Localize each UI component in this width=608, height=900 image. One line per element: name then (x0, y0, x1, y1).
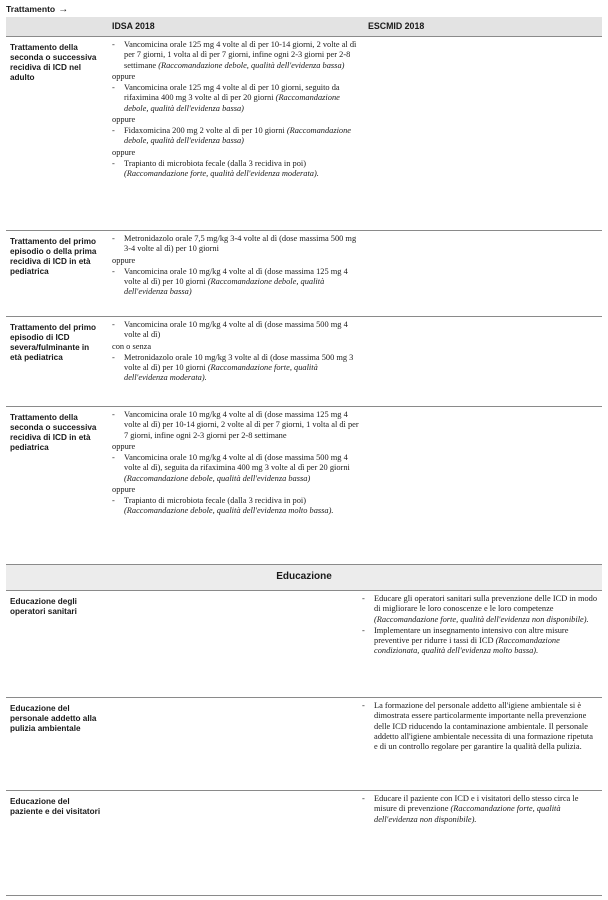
bullet-dash: - (112, 320, 115, 329)
table-row (6, 790, 602, 887)
recommendation-body: La formazione del personale addetto all'igiene ambientale si è dimostrata essere particolarmente importante nella prevenzione delle ICD riducendo la contaminazione ambientale. Il personale addetto all'igiene ambientale necessita di una formazione ripetuta e di un controllo regolare per garantire la qualità della pulizia. (374, 701, 593, 751)
escmid-cell (362, 791, 602, 887)
header-escmid: ESCMID 2018 (368, 21, 425, 32)
recommendation-text (124, 126, 362, 147)
recommendation-text (374, 594, 598, 625)
section-heading (6, 4, 68, 16)
connector-text: oppure (112, 255, 136, 265)
bullet-dash: - (112, 83, 115, 92)
idsa-cell (106, 37, 362, 230)
evidence-note: (Raccomandazione debole, qualità dell'evidenza bassa) (124, 473, 311, 483)
recommendation-item (112, 410, 362, 441)
bullet-dash: - (112, 234, 115, 243)
bullet-dash: - (112, 453, 115, 462)
recommendation-text (124, 496, 362, 517)
recommendation-body: Educare gli operatori sanitari sulla prevenzione delle ICD in modo di migliorare le loro conoscenze e le loro competenze (374, 594, 598, 614)
escmid-cell (362, 591, 602, 697)
bullet-dash: - (112, 126, 115, 135)
recommendation-item (362, 594, 598, 625)
table-row (6, 316, 602, 406)
idsa-cell (106, 591, 362, 697)
recommendation-text (374, 701, 598, 752)
arrow-right-icon: → (58, 4, 69, 15)
row-label: Trattamento del primo episodio di ICD severa/fulminante in età pediatrica (10, 323, 96, 362)
recommendation-text (124, 40, 362, 71)
bullet-dash: - (112, 496, 115, 505)
table-row (6, 591, 602, 697)
recommendation-item (112, 159, 362, 180)
escmid-cell (362, 317, 602, 406)
section-title: Educazione (276, 571, 332, 583)
bullet-dash: - (112, 266, 115, 276)
guidelines-table (6, 17, 602, 896)
table-row (6, 697, 602, 790)
recommendation-body: Vancomicina orale 10 mg/kg 4 volte al dì (dose massima 500 mg 4 volte al dì) (124, 320, 348, 340)
recommendation-item (112, 353, 362, 384)
recommendation-text (124, 410, 362, 441)
recommendation-text (124, 83, 362, 114)
recommendation-text (124, 453, 362, 484)
row-label: Educazione del paziente e dei visitatori (10, 797, 101, 816)
table-row (6, 36, 602, 230)
bullet-dash: - (112, 40, 115, 49)
escmid-cell (362, 698, 602, 790)
connector-text: oppure (112, 484, 136, 494)
evidence-note: (Raccomandazione forte, qualità dell'evidenza non disponibile). (374, 804, 561, 824)
treatment-rows (6, 36, 602, 564)
recommendation-body: Vancomicina orale 10 mg/kg 4 volte al dì (dose massima 125 mg 4 volte al dì) per 10-14 giorni, 2 volte al dì per 7 giorni, 1 volta al dì per 7 giorni, infine ogni 2-3 giorni per 2-8 settimane (124, 410, 359, 440)
idsa-cell (106, 317, 362, 406)
table-row (6, 230, 602, 316)
recommendation-item (362, 701, 598, 752)
bullet-dash: - (362, 794, 365, 803)
idsa-cell (106, 698, 362, 790)
evidence-note: (Raccomandazione debole, qualità dell'evidenza bassa) (124, 277, 325, 297)
recommendation-body: Trapianto di microbiota fecale (dalla 3 recidiva in poi) (124, 496, 307, 505)
recommendation-text (124, 353, 362, 384)
row-label: Trattamento del primo episodio o della prima recidiva di ICD in età pediatrica (10, 237, 97, 276)
recommendation-body: Vancomicina orale 125 mg 4 volte al dì per 10 giorni, seguito da rifaximina 400 mg 3 volte al dì per 20 giorni (124, 83, 340, 103)
recommendation-text (124, 320, 362, 341)
evidence-note: (Raccomandazione condizionata, qualità dell'evidenza molto bassa). (374, 636, 560, 656)
recommendation-text (124, 234, 362, 255)
escmid-cell (362, 231, 602, 316)
connector-text: con o senza (112, 341, 152, 351)
connector-text: oppure (112, 71, 136, 81)
row-label: Trattamento della seconda o successiva recidiva di ICD nel adulto (10, 43, 97, 82)
recommendation-body: Metronidazolo orale 7,5 mg/kg 3-4 volte al dì (dose massima 500 mg 3-4 volte al dì) per 10 giorni (124, 234, 357, 254)
evidence-note: (Raccomandazione forte, qualità dell'evidenza non disponibile). (374, 614, 589, 624)
recommendation-item (112, 83, 362, 114)
escmid-cell (362, 407, 602, 564)
recommendation-item (112, 496, 362, 517)
recommendation-item (362, 794, 598, 825)
bullet-dash: - (362, 594, 365, 603)
recommendation-body: Vancomicina orale 125 mg 4 volte al dì per 10-14 giorni, 2 volte al dì per 7 giorni, 1 volta al dì per 7 giorni, infine ogni 2-3 giorni per 2-8 settimane (124, 40, 357, 70)
recommendation-body: Trapianto di microbiota fecale (dalla 3 recidiva in poi) (124, 158, 307, 168)
header-idsa: IDSA 2018 (112, 21, 155, 32)
recommendation-item (112, 267, 362, 298)
recommendation-body: Vancomicina orale 10 mg/kg 4 volte al dì (dose massima 125 mg 4 volte al dì) per 10 giorni (124, 266, 348, 286)
section-educazione (6, 564, 602, 591)
recommendation-text (374, 626, 598, 657)
bullet-dash: - (112, 410, 115, 419)
escmid-cell (362, 37, 602, 230)
evidence-note: (Raccomandazione debole, qualità dell'evidenza bassa) (124, 126, 352, 146)
idsa-cell (106, 791, 362, 887)
recommendation-item (112, 234, 362, 255)
recommendation-body: Vancomicina orale 10 mg/kg 4 volte al dì (dose massima 500 mg 4 volte al dì), seguita da rifaximina 400 mg 3 volte al dì per 20 giorni (124, 453, 350, 473)
bullet-dash: - (112, 352, 115, 362)
bullet-dash: - (362, 701, 365, 710)
connector-text: oppure (112, 147, 136, 157)
row-label: Trattamento della seconda o successiva recidiva di ICD in età pediatrica (10, 413, 97, 452)
evidence-note: (Raccomandazione debole, qualità dell'evidenza bassa) (158, 60, 345, 70)
recommendation-body: Metronidazolo orale 10 mg/kg 3 volte al dì (dose massima 500 mg 3 volte al dì) per 10 giorni (124, 352, 354, 372)
evidence-note: (Raccomandazione debole, qualità dell'evidenza bassa) (124, 93, 340, 113)
connector-text: oppure (112, 441, 136, 451)
recommendation-text (374, 794, 598, 825)
evidence-note: (Raccomandazione forte, qualità dell'evidenza moderata). (124, 363, 318, 383)
section-heading-text: Trattamento (6, 4, 56, 14)
recommendation-body: Implementare un insegnamento intensivo con altre misure preventive per ridurre i tassi di ICD (374, 625, 569, 645)
evidence-note: (Raccomandazione forte, qualità dell'evidenza moderata). (124, 169, 319, 178)
bullet-dash: - (362, 625, 365, 635)
recommendation-item (112, 453, 362, 484)
connector-text: oppure (112, 114, 136, 124)
recommendation-body: Educare il paziente con ICD e i visitatori dello stesso circa le misure di prevenzione (374, 794, 579, 814)
recommendation-text (124, 267, 362, 298)
recommendation-body: Fidaxomicina 200 mg 2 volte al dì per 10 giorni (124, 126, 285, 135)
recommendation-text (124, 159, 362, 180)
recommendation-item (112, 40, 362, 71)
recommendation-item (362, 626, 598, 657)
idsa-cell (106, 407, 362, 564)
row-label: Educazione del personale addetto alla pulizia ambientale (10, 704, 97, 733)
table-row (6, 406, 602, 564)
evidence-note: (Raccomandazione debole, qualità dell'evidenza molto bassa). (124, 506, 334, 516)
row-label: Educazione degli operatori sanitari (10, 597, 77, 616)
bullet-dash: - (112, 158, 115, 168)
recommendation-item (112, 320, 362, 341)
education-rows (6, 591, 602, 887)
recommendation-item (112, 126, 362, 147)
idsa-cell (106, 231, 362, 316)
table-header (6, 17, 602, 36)
